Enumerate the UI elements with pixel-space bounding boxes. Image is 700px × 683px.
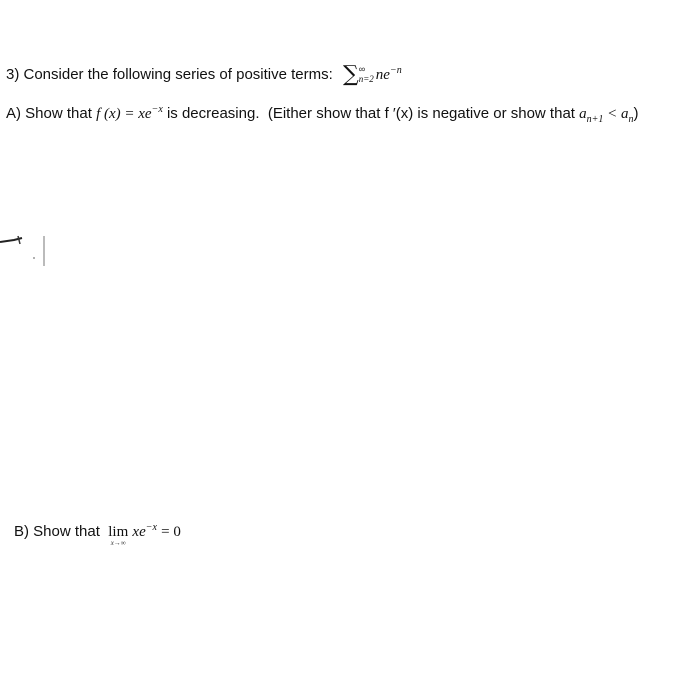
a-next-subscript: n+1 (586, 114, 604, 125)
limit-expression-base: xe (132, 524, 146, 540)
part-a-hint-text: (Either show that f ′(x) is negative or show that (267, 105, 575, 122)
function-lhs: f (x) = xe (96, 106, 152, 122)
a-next: a (579, 106, 587, 122)
less-than-a: < a (607, 106, 629, 122)
sequence-comparison (579, 106, 634, 125)
summation-icon: ∑ (342, 62, 359, 87)
limit-expression (132, 524, 157, 540)
limit-subscript: x→∞ (110, 539, 126, 547)
question-3-text: 3) Consider the following series of positive terms: (6, 66, 333, 83)
function-exponent: −x (151, 104, 163, 115)
series-term-exponent: −n (389, 65, 402, 76)
sum-lower-limit: n=2 (358, 74, 374, 85)
scan-artifact (0, 232, 60, 272)
limit-expression-exponent: −x (145, 522, 157, 533)
series-term (376, 67, 402, 83)
limit-word: lim (108, 524, 129, 540)
part-a-decreasing-text: is decreasing. (166, 105, 260, 122)
a-subscript: n (628, 114, 634, 125)
summation-limits (359, 64, 374, 84)
sum-upper-limit: ∞ (358, 64, 366, 75)
limit-operator (108, 522, 128, 547)
function-definition (96, 106, 163, 122)
series-term-base: ne (375, 67, 390, 83)
part-a-close-paren: ) (633, 105, 639, 122)
part-a-label: A) Show that (6, 105, 92, 122)
limit-equals-zero: = 0 (161, 524, 181, 540)
part-b-line (14, 522, 181, 547)
part-a-line (6, 104, 639, 124)
question-3-line (6, 63, 402, 85)
part-b-label: B) Show that (14, 523, 100, 540)
